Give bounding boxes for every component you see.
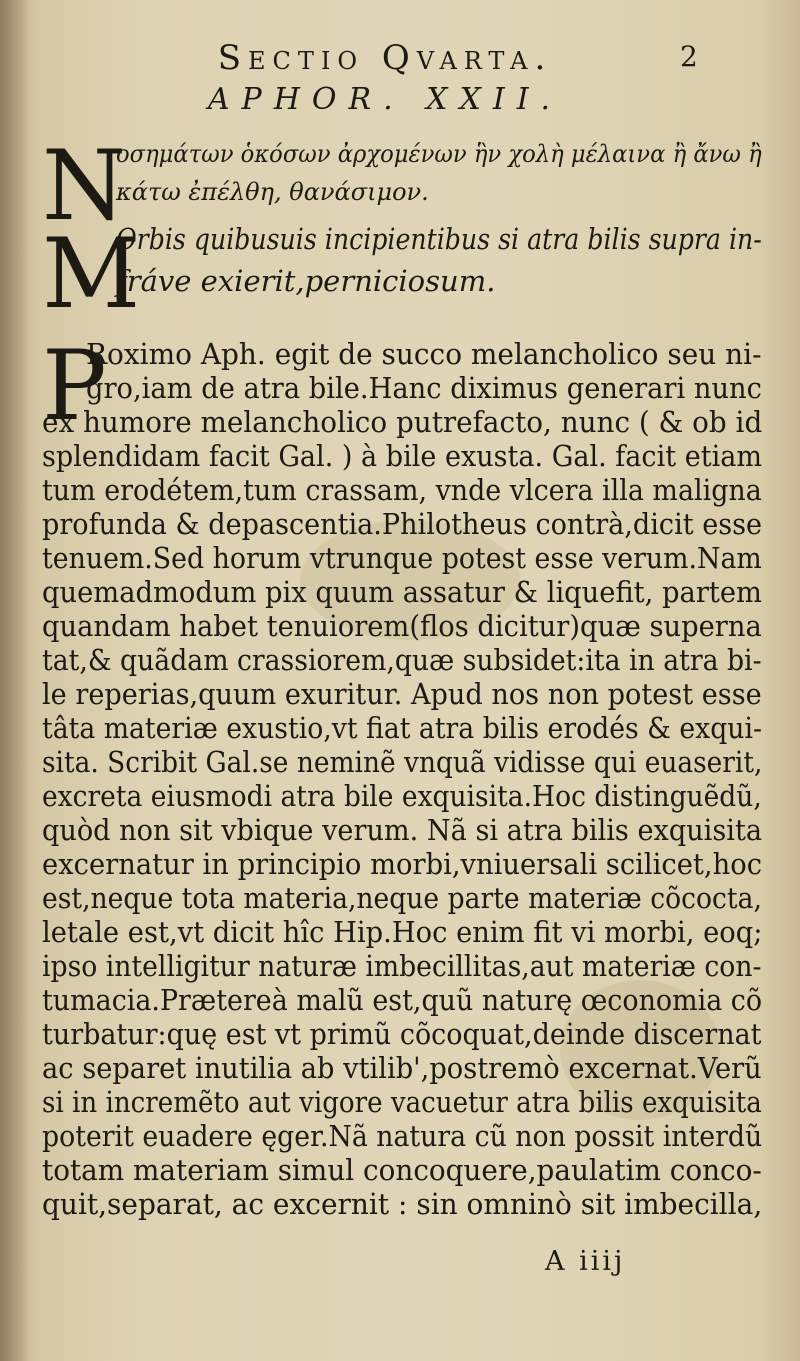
latin-dropcap: M xyxy=(42,218,141,330)
commentary-line: si in incremẽto aut vigore vacuetur atra bilis exquisita xyxy=(42,1086,762,1119)
commentary-line: poterit euadere ęger.Nã natura cũ non possit interdũ xyxy=(42,1120,763,1153)
commentary-line: excreta eiusmodi atra bile exquisita.Hoc distinguẽdũ, xyxy=(42,780,762,813)
commentary-line: tat,& quãdam crassiorem,quæ subsidet:ita in atra bi- xyxy=(42,644,762,677)
commentary-line: ex humore melancholico putrefacto, nunc ( & ob id xyxy=(42,406,763,439)
commentary-line: turbatur:quę est vt primũ cõcoquat,deinde discernat xyxy=(42,1018,762,1051)
commentary-line: ipso intelligitur naturæ imbecillitas,aut materiæ con- xyxy=(42,950,762,983)
commentary-line: quit,separat, ac excernit : sin omninò sit imbecilla, xyxy=(42,1188,763,1221)
greek-dropcap: N xyxy=(42,130,126,242)
running-title: Sectio Qvarta. xyxy=(217,38,553,78)
commentary-line: est,neque tota materia,neque parte materiæ cõcocta, xyxy=(42,882,762,915)
greek-line: κάτω ἐπέλθη, θανάσιμον. xyxy=(116,178,429,206)
commentary-line: quòd non sit vbique verum. Nã si atra bilis exquisita xyxy=(42,814,763,847)
commentary-line: quemadmodum pix quum assatur & liquefit, partem xyxy=(42,576,762,609)
commentary-line: tum erodétem,tum crassam, vnde vlcera illa maligna xyxy=(42,474,762,507)
greek-line: οσημάτων ὁκόσων ἀρχομένων ἣν χολὴ μέλαινα ἢ ἄνω ἢ xyxy=(116,140,762,168)
commentary-dropcap: P xyxy=(42,330,107,442)
signature-mark: A iiij xyxy=(545,1246,626,1277)
commentary-line: splendidam facit Gal. ) à bile exusta. Gal. facit etiam xyxy=(42,440,762,473)
commentary-line: excernatur in principio morbi,vniuersali scilicet,hoc xyxy=(42,848,763,881)
folio-number: 2 xyxy=(680,40,698,73)
commentary-line: tâta materiæ exustio,vt fiat atra bilis erodés & exqui- xyxy=(42,712,763,745)
commentary-line: tumacia.Prætereà malũ est,quũ naturę œconomia cõ xyxy=(42,984,763,1017)
commentary-line: sita. Scribit Gal.se neminẽ vnquã vidisse qui euaserit, xyxy=(42,746,763,779)
latin-line: Orbis quibusuis incipientibus si atra bilis supra in- xyxy=(116,222,762,256)
commentary-line: le reperias,quum exuritur. Apud nos non potest esse xyxy=(42,678,762,711)
commentary-line: Roximo Aph. egit de succo melancholico seu ni- xyxy=(86,338,762,371)
commentary-line: letale est,vt dicit hîc Hip.Hoc enim fit vi morbi, eoq; xyxy=(42,916,763,949)
commentary-line: ac separet inutilia ab vtilib',postremò excernat.Verũ xyxy=(42,1052,762,1085)
latin-line: fráve exierit,perniciosum. xyxy=(116,264,496,298)
commentary-line: gro,iam de atra bile.Hanc diximus generari nunc xyxy=(86,372,762,405)
aphorism-heading: APHOR. XXII. xyxy=(207,82,563,117)
commentary-line: quandam habet tenuiorem(flos dicitur)quæ superna xyxy=(42,610,762,643)
gutter-shadow xyxy=(0,0,30,1361)
commentary-line: profunda & depascentia.Philotheus contrà,dicit esse xyxy=(42,508,763,541)
commentary-line: totam materiam simul concoquere,paulatim conco- xyxy=(42,1154,762,1187)
commentary-line: tenuem.Sed horum vtrunque potest esse verum.Nam xyxy=(42,542,762,575)
